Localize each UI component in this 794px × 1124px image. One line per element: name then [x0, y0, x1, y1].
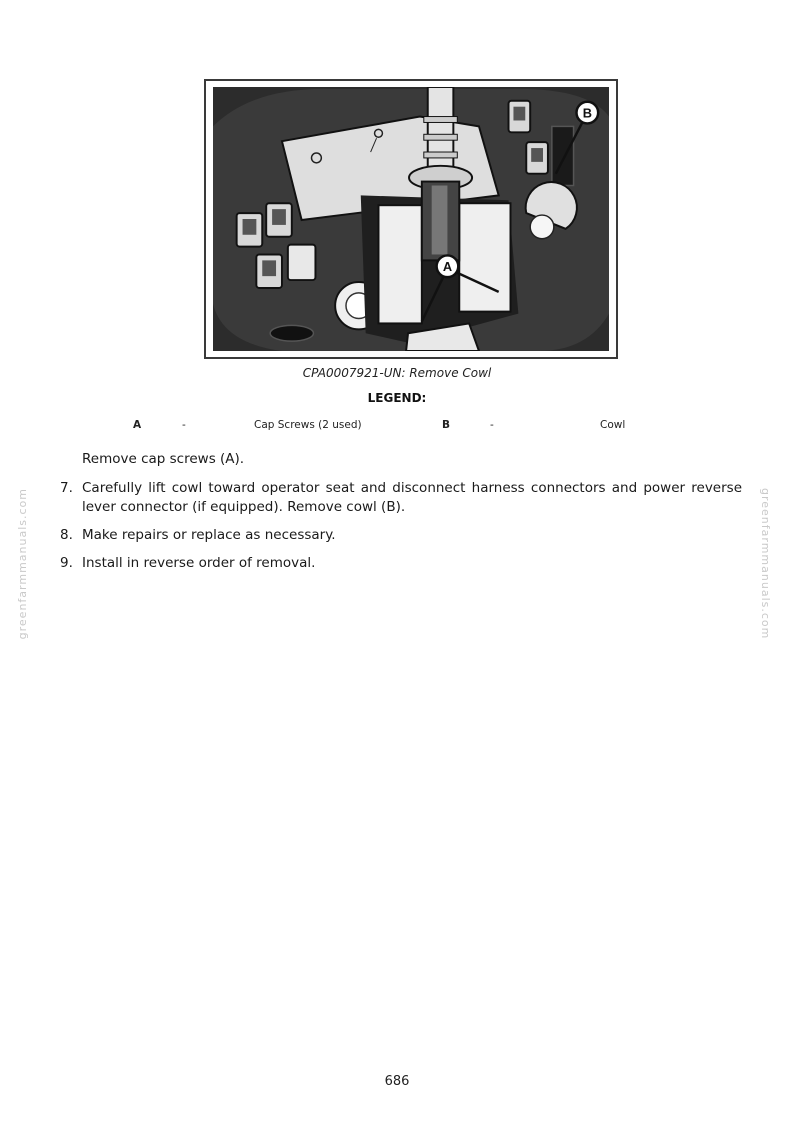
callout-b: B [582, 105, 592, 121]
callout-a: A [442, 259, 453, 275]
legend-key-a: A [133, 419, 142, 431]
figure-caption: CPA0007921-UN: Remove Cowl [302, 366, 492, 380]
cowl-illustration [212, 87, 610, 351]
legend-dash-b: - [490, 419, 494, 431]
step-text: Carefully lift cowl toward operator seat and disconnect harness connectors and power reverse lever connector (if equipped). Remove cowl (B). [82, 480, 742, 515]
legend-key-b: B [442, 419, 451, 431]
legend-text-b: Cowl [600, 419, 626, 431]
legend-text-a: Cap Screws (2 used) [254, 419, 362, 431]
step-text: Make repairs or replace as necessary. [82, 527, 336, 543]
page-number: 686 [384, 1074, 410, 1089]
step-number: 9. [60, 555, 73, 571]
watermark-left: greenfarmmanuals.com [16, 488, 29, 640]
list-item [60, 526, 742, 545]
legend-dash-a: - [182, 419, 186, 431]
list-item [60, 479, 742, 517]
legend-title: LEGEND: [367, 391, 427, 405]
watermark-right: greenfarmmanuals.com [759, 488, 772, 640]
step-list [60, 479, 742, 582]
step-number: 7. [60, 480, 73, 496]
figure-frame [204, 79, 618, 359]
step-text: Install in reverse order of removal. [82, 555, 316, 571]
step-intro-text: Remove cap screws (A). [82, 451, 245, 467]
list-item [60, 554, 742, 573]
step-number: 8. [60, 527, 73, 543]
